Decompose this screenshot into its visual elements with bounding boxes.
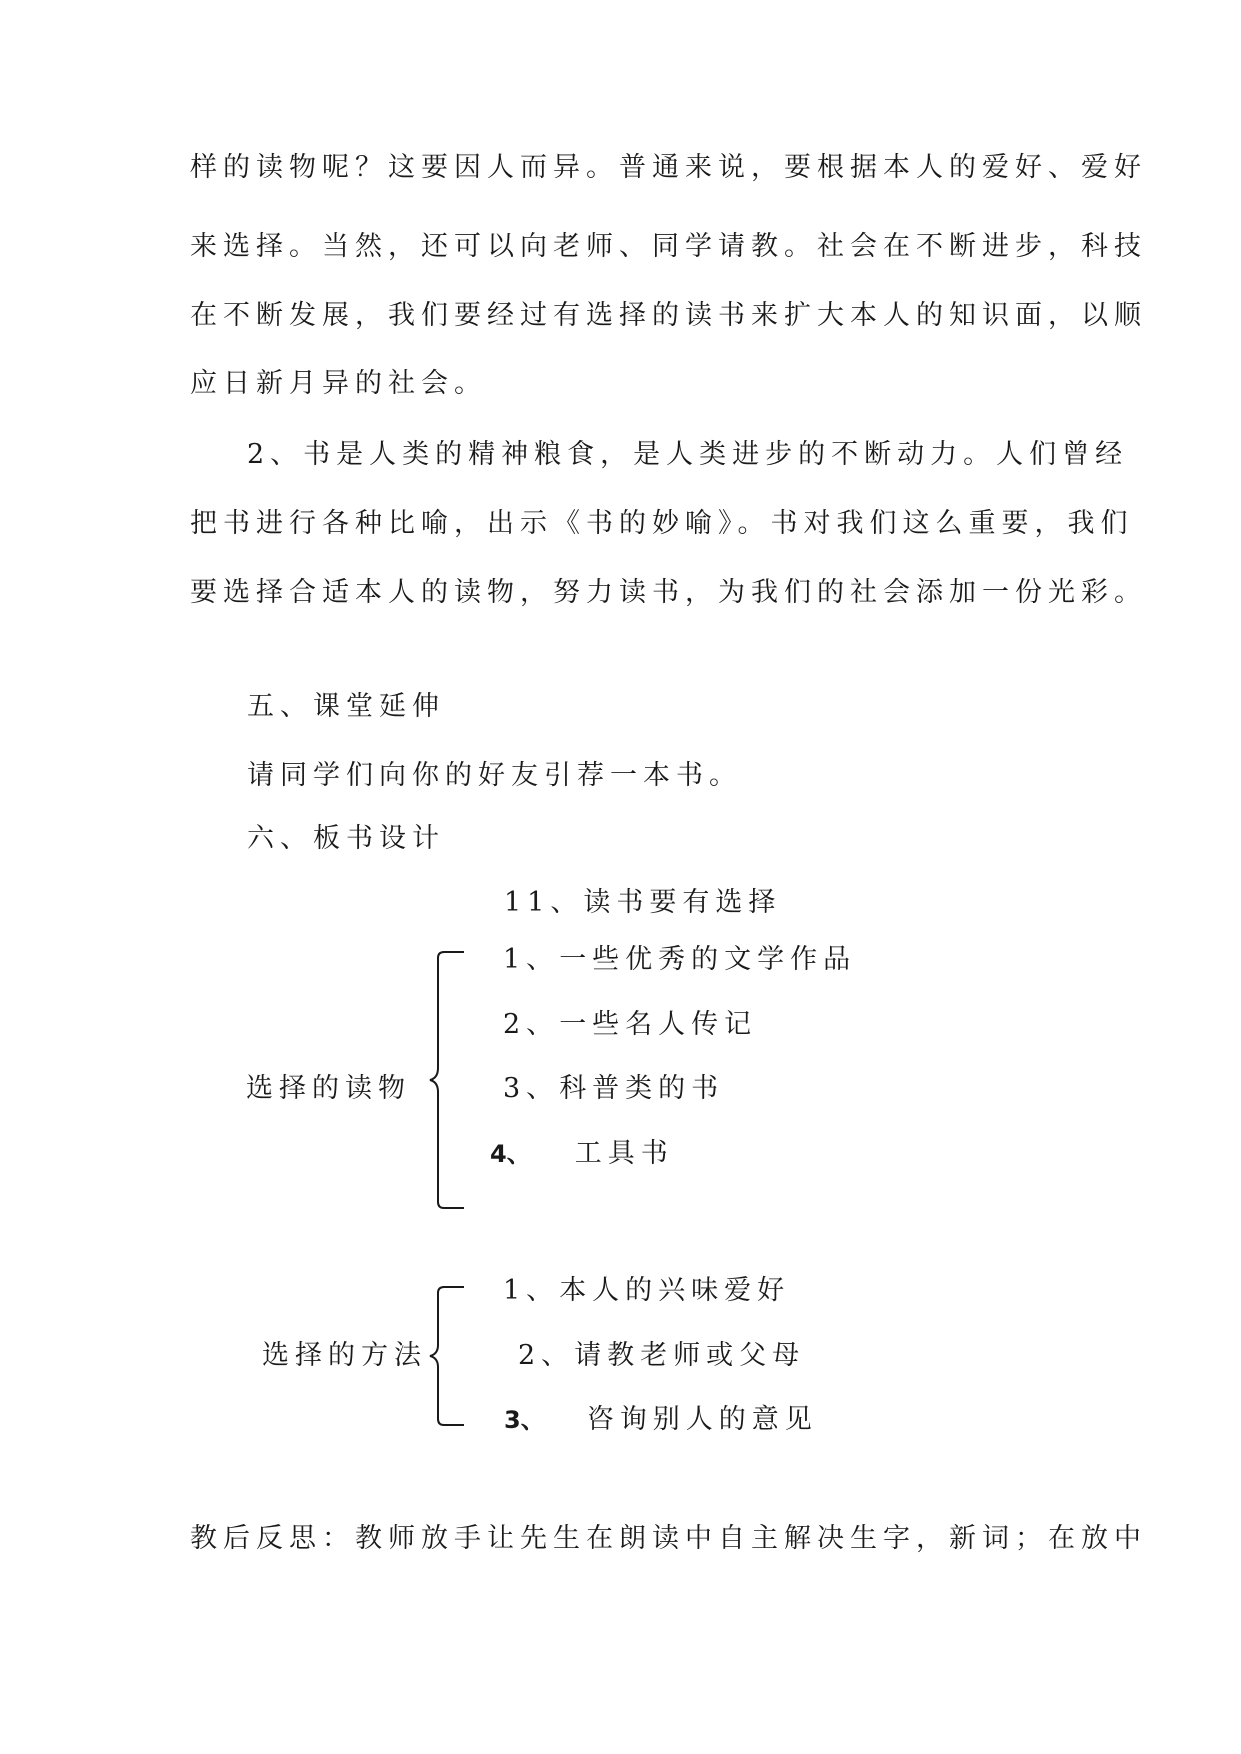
paragraph-2-line-3: 要选择合适本人的读物，努力读书，为我们的社会添加一份光彩。 xyxy=(190,577,1147,608)
item-number: 4、 xyxy=(490,1140,531,1168)
group-1-item-4 xyxy=(490,1140,674,1167)
group-2-label: 选择的方法 xyxy=(262,1340,427,1371)
item-text: 请教老师或父母 xyxy=(574,1340,806,1371)
item-text: 工具书 xyxy=(574,1138,674,1169)
brace-group-1 xyxy=(428,950,468,1210)
item-text: 科普类的书 xyxy=(559,1073,725,1104)
group-1-item-3 xyxy=(503,1075,724,1102)
item-text: 咨询别人的意见 xyxy=(586,1404,818,1435)
paragraph-2-line-1: 2、书是人类的精神粮食，是人类进步的不断动力。人们曾经 xyxy=(247,439,1129,470)
item-text: 本人的兴味爱好 xyxy=(559,1275,791,1306)
group-2-item-1 xyxy=(503,1277,790,1304)
section-5-heading: 五、课堂延伸 xyxy=(247,691,445,722)
paragraph-1-line-4: 应日新月异的社会。 xyxy=(190,368,487,399)
item-number: 1、 xyxy=(503,1275,560,1306)
reflection-line: 教后反思：教师放手让先生在朗读中自主解决生字，新词；在放中 xyxy=(190,1523,1147,1554)
group-1-item-1 xyxy=(503,946,856,973)
group-1-item-2 xyxy=(503,1011,757,1038)
paragraph-2-line-2: 把书进行各种比喻，出示《书的妙喻》。书对我们这么重要，我们 xyxy=(190,508,1134,539)
item-text: 一些名人传记 xyxy=(559,1009,758,1040)
item-text: 一些优秀的文学作品 xyxy=(559,944,857,975)
section-5-text: 请同学们向你的好友引荐一本书。 xyxy=(247,760,742,791)
paragraph-1-line-1: 样的读物呢？这要因人而异。普通来说，要根据本人的爱好、爱好 xyxy=(190,152,1147,183)
group-1-label: 选择的读物 xyxy=(246,1073,411,1104)
brace-group-2 xyxy=(428,1285,468,1427)
item-number: 1、 xyxy=(503,944,560,975)
paragraph-1-line-3: 在不断发展，我们要经过有选择的读书来扩大本人的知识面，以顺 xyxy=(190,300,1147,331)
item-number: 3、 xyxy=(504,1406,545,1434)
paragraph-1-line-2: 来选择。当然，还可以向老师、同学请教。社会在不断进步，科技 xyxy=(190,231,1147,262)
item-number: 3、 xyxy=(503,1073,560,1104)
board-title: 11、读书要有选择 xyxy=(504,887,782,918)
item-number: 2、 xyxy=(503,1009,560,1040)
section-6-heading: 六、板书设计 xyxy=(247,823,445,854)
group-2-item-2 xyxy=(518,1342,805,1369)
group-2-item-3 xyxy=(504,1406,818,1433)
item-number: 2、 xyxy=(518,1340,575,1371)
